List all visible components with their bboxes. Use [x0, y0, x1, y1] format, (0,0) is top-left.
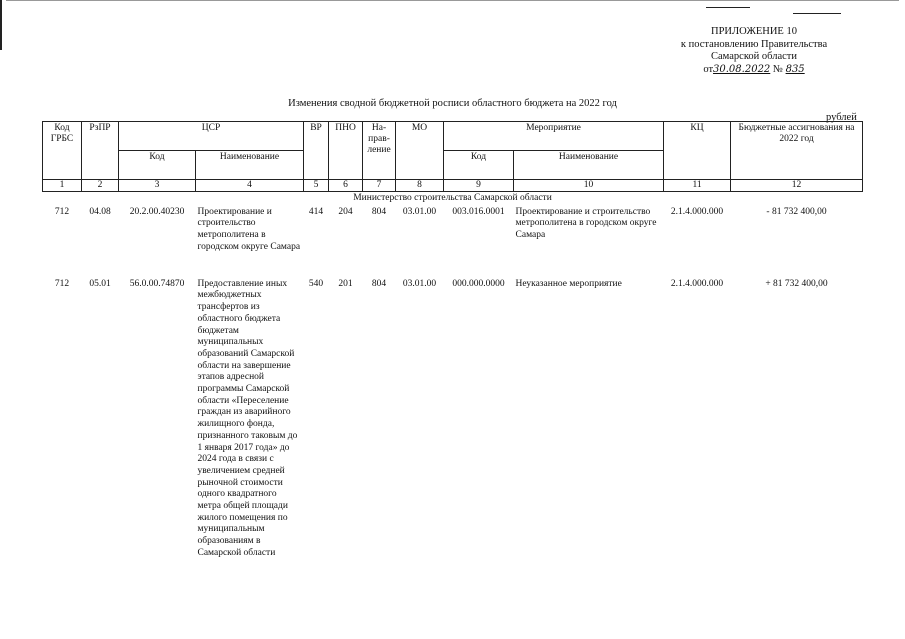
column-number: 5 [304, 180, 329, 192]
units-label: рублей [826, 112, 857, 123]
cell-rzpr: 05.01 [89, 278, 111, 289]
cell-pno: 204 [338, 206, 353, 217]
column-number: 1 [43, 180, 82, 192]
appendix-block [658, 26, 850, 76]
cell-event-name: Проектирование и строительство метрополитена в городском округе Самара [515, 206, 657, 241]
cell-pno: 201 [338, 278, 353, 289]
column-number: 10 [514, 180, 664, 192]
column-number: 2 [82, 180, 119, 192]
cell-grbs: 712 [54, 206, 70, 217]
cell-event-name: Неуказанное мероприятие [515, 278, 622, 289]
header-event: Мероприятие [444, 122, 664, 151]
appendix-date-line [658, 64, 850, 77]
cell-mo: 03.01.00 [402, 206, 437, 217]
date-value: 30.08.2022 [713, 63, 771, 75]
header-event-code: Код [444, 151, 514, 180]
document-title: Изменения сводной бюджетной росписи областного бюджета на 2022 год [288, 98, 617, 109]
header-row [43, 122, 863, 151]
scan-dash-mark [706, 7, 750, 8]
header-mo: МО [396, 122, 444, 180]
cell-rzpr: 04.08 [89, 206, 111, 217]
header-pno: ПНО [329, 122, 363, 180]
cell-direction: 804 [371, 206, 387, 217]
scan-edge-mark [0, 0, 2, 50]
number-value: 835 [785, 63, 805, 75]
cell-csr-code: 20.2.00.40230 [129, 206, 185, 217]
cell-mo: 03.01.00 [402, 278, 437, 289]
cell-event-code: 003.016.0001 [452, 206, 505, 217]
column-number: 8 [396, 180, 444, 192]
budget-table [42, 121, 863, 561]
column-number: 11 [664, 180, 731, 192]
column-number: 3 [119, 180, 196, 192]
header-csr: ЦСР [119, 122, 304, 151]
cell-csr-name: Проектирование и строительство метрополитена в городском округе Самара [197, 206, 301, 252]
column-number: 12 [731, 180, 863, 192]
table-row [43, 278, 863, 561]
appendix-resolution: к постановлению Правительства [680, 38, 828, 50]
ministry-name: Министерство строительства Самарской области [353, 193, 552, 203]
date-prefix: от [703, 63, 714, 75]
column-number-row [43, 180, 863, 192]
cell-direction: 804 [371, 278, 387, 289]
number-prefix: № [772, 63, 783, 75]
scan-dash-mark [793, 13, 841, 14]
cell-vr: 414 [308, 206, 324, 217]
cell-kc: 2.1.4.000.000 [670, 278, 724, 289]
header-direction: На-прав-ление [363, 122, 396, 180]
header-csr-name: Наименование [196, 151, 304, 180]
header-allocations: Бюджетные ассигнования на 2022 год [731, 122, 863, 180]
cell-vr: 540 [308, 278, 324, 289]
cell-grbs: 712 [54, 278, 70, 289]
column-number: 7 [363, 180, 396, 192]
cell-event-code: 000.000.0000 [452, 278, 505, 289]
cell-amount: + 81 732 400,00 [765, 278, 828, 289]
cell-csr-name: Предоставление иных межбюджетных трансфертов из областного бюджета бюджетам муниципальных образований Самарской области на завершение этапов адресной программы Самарской области «Переселение граждан из аварийного жилищного фонда, признанного таковым до 1 января 2017 года» до 2024 года в связи с увеличением средней рыночной стоимости одного квадратного метра общей площади жилого помещения по муниципальным образованиям в Самарской области [197, 278, 298, 558]
appendix-region: Самарской области [711, 51, 797, 62]
cell-amount: - 81 732 400,00 [766, 206, 827, 217]
column-number: 6 [329, 180, 363, 192]
header-vr: ВР [304, 122, 329, 180]
column-number: 9 [444, 180, 514, 192]
cell-csr-code: 56.0.00.74870 [129, 278, 185, 289]
header-kc: КЦ [664, 122, 731, 180]
scan-top-line [6, 0, 899, 1]
table-row [43, 206, 863, 278]
header-grbs: Код ГРБС [43, 122, 82, 180]
column-number: 4 [196, 180, 304, 192]
header-event-name: Наименование [514, 151, 664, 180]
cell-kc: 2.1.4.000.000 [670, 206, 724, 217]
appendix-title: ПРИЛОЖЕНИЕ 10 [711, 26, 797, 37]
ministry-row [43, 192, 863, 206]
header-csr-code: Код [119, 151, 196, 180]
header-rzpr: РзПР [82, 122, 119, 180]
